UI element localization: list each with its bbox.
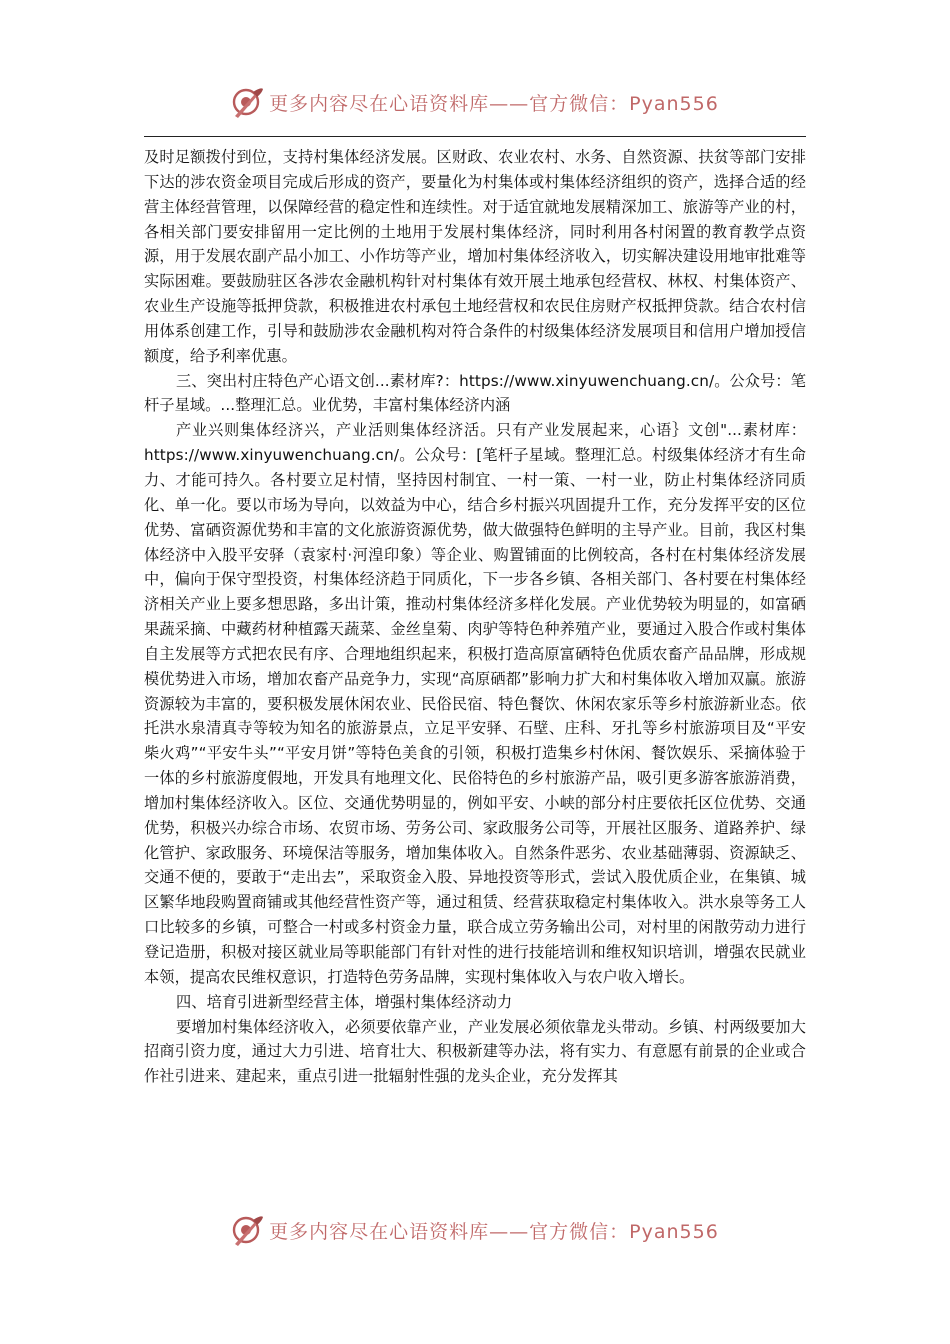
footer-wechat-id: Pyan556 (629, 1220, 719, 1243)
paragraph-1: 及时足额拨付到位，支持村集体经济发展。区财政、农业农村、水务、自然资源、扶贫等部门安排下达的涉农资金项目完成后形成的资产，要量化为村集体或村集体经济组织的资产，选择合适的经营主体经营管理，以保障经营的稳定性和连续性。对于适宜就地发展精深加工、旅游等产业的村，各相关部门要安排留用一定比例的土地用于发展村集体经济，同时利用各村闲置的教育教学点资源，用于发展农副产品小加工、小作坊等产业，增加村集体经济收入，切实解决建设用地审批难等实际困难。要鼓励驻区各涉农金融机构针对村集体有效开展土地承包经营权、林权、村集体资产、农业生产设施等抵押贷款，积极推进农村承包土地经营权和农民住房财产权抵押贷款。结合农村信用体系创建工作，引导和鼓励涉农金融机构对符合条件的村级集体经济发展项目和信用户增加授信额度，给予利率优惠。 (144, 148, 806, 365)
section-heading-4: 四、培育引进新型经营主体，增强村集体经济动力 (176, 992, 513, 1011)
footer-banner-label: 更多内容尽在心语资料库——官方微信： (269, 1220, 630, 1243)
section-heading-3: 三、突出村庄特色产心语文创...素材库?：https://www.xinyuwenchuang.cn/。公众号：笔杆子星域。...整理汇总。业优势，丰富村集体经济内涵 (144, 371, 806, 415)
header-wechat-id: Pyan556 (629, 92, 719, 115)
paragraph-2: 产业兴则集体经济兴，产业活则集体经济活。只有产业发展起来，心语｝文创"...素材库：https://www.xinyuwenchuang.cn/。公众号：[笔杆子星域。整理汇总。村级集体经济才有生命力、才能可持久。各村要立足村情，坚持因村制宜、一村一策、一村一业，防止村集体经济同质化、单一化。要以市场为导向，以效益为中心，结合乡村振兴巩固提升工作，充分发挥平安的区位优势、富硒资源优势和丰富的文化旅游资源优势，做大做强特色鲜明的主导产业。目前，我区村集体经济中入股平安驿（袁家村·河湟印象）等企业、购置铺面的比例较高，各村在村集体经济发展中，偏向于保守型投资，村集体经济趋于同质化，下一步各乡镇、各相关部门、各村要在村集体经济相关产业上要多想思路，多出计策，推动村集体经济多样化发展。产业优势较为明显的，如富硒果蔬采摘、中藏药材种植露天蔬菜、金丝皇菊、肉驴等特色种养殖产业，要通过入股合作或村集体自主发展等方式把农民有序、合理地组织起来，积极打造高原富硒特色优质农畜产品品牌，形成规模优势进入市场，增加农畜产品竞争力，实现“高原硒都”影响力扩大和村集体收入增加双赢。旅游资源较为丰富的，要积极发展休闲农业、民俗民宿、特色餐饮、休闲农家乐等乡村旅游新业态。依托洪水泉清真寺等较为知名的旅游景点，立足平安驿、石壁、庄科、牙扎等乡村旅游项目及“平安柴火鸡”“平安牛头”“平安月饼”等特色美食的引领，积极打造集乡村休闲、餐饮娱乐、采摘体验于一体的乡村旅游度假地，开发具有地理文化、民俗特色的乡村旅游产品，吸引更多游客旅游消费，增加村集体经济收入。区位、交通优势明显的，例如平安、小峡的部分村庄要依托区位优势、交通优势，积极兴办综合市场、农贸市场、劳务公司、家政服务公司等，开展社区服务、道路养护、绿化管护、家政服务、环境保洁等服务，增加集体收入。自然条件恶劣、农业基础薄弱、资源缺乏、交通不便的，要敢于“走出去”，采取资金入股、异地投资等形式，尝试入股优质企业，在集镇、城区繁华地段购置商铺或其他经营性资产等，通过租赁、经营获取稳定村集体收入。洪水泉等务工人口比较多的乡镇，可整合一村或多村资金力量，联合成立劳务输出公司，对村里的闲散劳动力进行登记造册，积极对接区就业局等职能部门有针对性的进行技能培训和维权知识培训，增强农民就业本领，提高农民维权意识，打造特色劳务品牌，实现村集体收入与农户收入增长。 (144, 421, 806, 986)
header-banner (0, 80, 950, 124)
footer-banner (0, 1208, 950, 1252)
header-banner-label: 更多内容尽在心语资料库——官方微信： (269, 92, 630, 115)
document-body (144, 145, 806, 1089)
paragraph-3: 要增加村集体经济收入，必须要依靠产业，产业发展必须依靠龙头带动。乡镇、村两级要加大招商引资力度，通过大力引进、培育壮大、积极新建等办法，将有实力、有意愿有前景的企业或合作社引进来、建起来，重点引进一批辐射性强的龙头企业，充分发挥其 (144, 1017, 806, 1086)
footer-banner-text (269, 1217, 719, 1244)
brush-logo-icon (231, 1213, 265, 1247)
brush-logo-icon (231, 85, 265, 119)
header-rule (144, 136, 806, 137)
header-banner-text (269, 89, 719, 116)
